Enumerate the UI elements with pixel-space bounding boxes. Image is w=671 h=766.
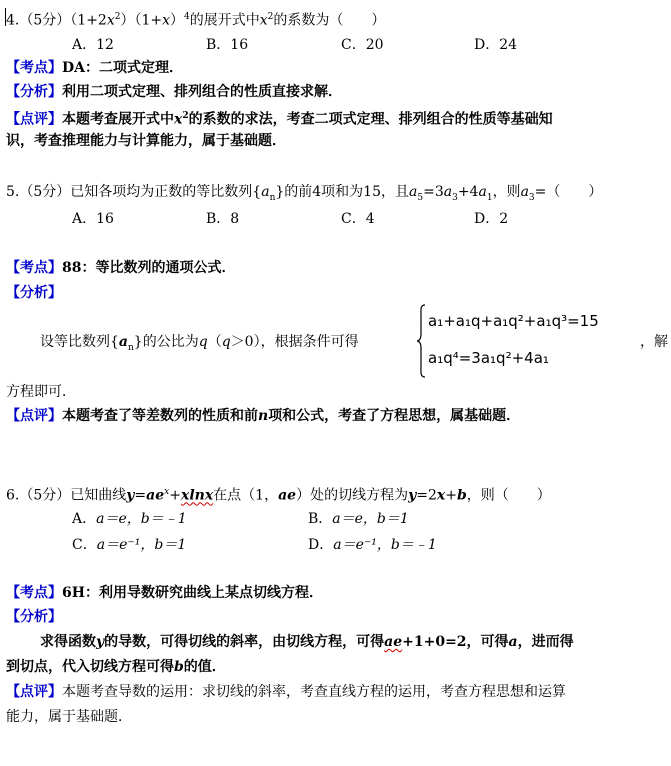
q6-text: ，则（ ） — [466, 487, 551, 504]
option-value: 12 — [96, 37, 114, 53]
q5-sub: 1 — [486, 192, 493, 203]
fenxi-tag: 【分析】 — [6, 285, 62, 301]
q6-text: 在点（1， — [213, 487, 279, 504]
fenxi-text: ，进而得 — [517, 634, 574, 650]
q5-option-b[interactable] — [206, 209, 239, 229]
q4-number: 4. — [6, 12, 20, 29]
q6-fenxi-cont — [6, 657, 226, 677]
equation-2: a₁q⁴=3a₁q²+4a₁ — [428, 349, 549, 367]
q4-option-d[interactable] — [474, 35, 517, 55]
q6-stem — [6, 482, 551, 506]
option-value: a＝e⁻¹，b＝﹣1 — [333, 537, 437, 553]
q4-text: 的展开式中 — [189, 12, 260, 29]
q5-score: （5分） — [19, 184, 71, 200]
option-value: a＝e⁻¹，b＝1 — [96, 537, 187, 553]
kaodian-text: 88：等比数列的通项公式． — [62, 260, 236, 276]
fenxi-text: ＞0），根据条件可得 — [230, 334, 359, 350]
fenxi-tag: 【分析】 — [6, 609, 62, 625]
q4-expr: ） — [170, 12, 185, 29]
dianping-tag: 【点评】 — [6, 408, 62, 424]
option-label: C． — [341, 37, 366, 53]
q5-var: a — [443, 184, 453, 200]
q5-dianping — [6, 406, 520, 426]
q6-var: e — [155, 487, 165, 504]
option-value: 16 — [230, 37, 249, 53]
q5-text: 已知各项均为正数的等比数列{ — [70, 184, 262, 200]
option-value: 2 — [499, 211, 509, 227]
q6-dianping — [6, 682, 566, 702]
dianping-text: 本题考查展开式中 — [62, 111, 174, 128]
option-value: 24 — [499, 37, 518, 53]
q4-var: x — [259, 12, 268, 29]
q6-option-a[interactable] — [72, 509, 187, 529]
q5-var: a — [520, 184, 529, 200]
option-value: a＝e，b＝﹣1 — [96, 511, 187, 527]
q6-fenxi — [6, 607, 62, 627]
dianping-text: 识，考查推理能力与计算能力，属于基础题． — [6, 133, 286, 149]
q4-var: x — [162, 12, 171, 29]
fenxi-var: q — [221, 334, 231, 350]
q5-stem — [6, 182, 602, 208]
q6-option-c[interactable] — [72, 535, 186, 555]
dianping-text: 本题考查了等差数列的性质和前 — [62, 408, 258, 424]
fenxi-sub: n — [128, 342, 134, 353]
q5-var: a — [478, 184, 487, 200]
dianping-var: x — [174, 111, 183, 128]
fenxi-var: a — [118, 334, 128, 350]
option-label: C． — [341, 211, 366, 227]
kaodian-text: DA：二项式定理． — [62, 60, 184, 76]
q5-sub: 3 — [452, 192, 458, 203]
q6-dianping-cont — [6, 707, 132, 727]
q6-var: y — [408, 487, 417, 504]
q5-text: }的前4项和为15，且 — [275, 184, 409, 200]
dianping-tag: 【点评】 — [6, 111, 62, 128]
q6-number: 6. — [6, 487, 20, 504]
q5-text: =（ ） — [534, 184, 603, 200]
kaodian-tag: 【考点】 — [6, 260, 62, 276]
q6-fenxi-body — [40, 632, 574, 652]
kaodian-text: 6H：利用导数研究曲线上某点切线方程． — [62, 585, 323, 601]
fenxi-text: 求得函数 — [40, 634, 96, 650]
q5-var: a — [409, 184, 418, 200]
fenxi-text: 利用二项式定理、排列组合的性质直接求解． — [62, 84, 342, 100]
q6-var: a — [146, 487, 156, 504]
q5-number: 5. — [6, 184, 20, 200]
dianping-text: 项和公式，考查了方程思想，属基础题． — [268, 408, 521, 424]
fenxi-tag: 【分析】 — [6, 84, 62, 100]
q4-exp: 2 — [114, 12, 121, 22]
q6-text: ）处的切线方程为 — [296, 487, 409, 504]
q5-option-c[interactable] — [341, 209, 375, 229]
fenxi-text: 的导数，可得切线的斜率，由切线方程，可得 — [104, 634, 385, 650]
dianping-text: 本题考查导数的运用：求切线的斜率，考查直线方程的运用，考查方程思想和运算 — [62, 684, 566, 700]
kaodian-tag: 【考点】 — [6, 60, 62, 76]
fenxi-text: 设等比数列{ — [40, 334, 119, 350]
option-label: B． — [206, 37, 231, 53]
q5-text: =3 — [423, 184, 444, 200]
fenxi-var: y — [96, 634, 105, 650]
option-label: A． — [72, 211, 97, 227]
fenxi-text: }的公比为 — [133, 334, 199, 350]
q6-text: = — [134, 487, 147, 504]
q4-dianping-cont — [6, 131, 286, 151]
q5-text: +4 — [457, 184, 479, 200]
q5-text: ，则 — [492, 184, 521, 200]
dianping-tag: 【点评】 — [6, 684, 62, 700]
fenxi-var: ae — [384, 634, 403, 650]
q6-kaodian — [6, 583, 323, 603]
option-label: C． — [72, 537, 97, 553]
q6-var: xlnx — [180, 487, 214, 504]
equation-1: a₁+a₁q+a₁q²+a₁q³=15 — [428, 312, 599, 330]
q6-var: y — [126, 487, 135, 504]
q5-kaodian — [6, 258, 235, 278]
option-value: 16 — [96, 211, 114, 227]
option-label: D． — [308, 537, 334, 553]
q4-option-a[interactable] — [72, 35, 114, 55]
fenxi-var: q — [198, 334, 208, 350]
q5-sub: n — [269, 192, 276, 203]
option-label: B． — [308, 511, 333, 527]
q5-sub: 5 — [417, 192, 424, 203]
q4-expr: ）（1+ — [120, 12, 163, 29]
option-label: B． — [206, 211, 231, 227]
option-label: A． — [72, 37, 97, 53]
q4-option-b[interactable] — [206, 35, 248, 55]
q6-var: ae — [278, 487, 297, 504]
fenxi-var: b — [174, 659, 184, 675]
q5-option-d[interactable] — [474, 209, 508, 229]
option-label: D． — [474, 211, 500, 227]
q6-text: 已知曲线 — [70, 487, 127, 504]
q5-fenxi-end: 方程即可． — [6, 384, 76, 400]
q6-option-b[interactable] — [308, 509, 409, 529]
q4-var: x — [106, 12, 115, 29]
dianping-text: 的系数的求法，考查二项式定理、排列组合的性质等基础知 — [188, 111, 553, 128]
q4-stem — [6, 7, 385, 31]
equation-system — [416, 304, 636, 380]
fenxi-text: +1+0=2，可得 — [402, 634, 509, 650]
option-value: 4 — [365, 211, 375, 227]
fenxi-text: 的值． — [183, 659, 226, 675]
q4-kaodian — [6, 58, 183, 78]
kaodian-tag: 【考点】 — [6, 585, 62, 601]
q6-var: x — [436, 487, 446, 504]
fenxi-text: （ — [207, 334, 222, 350]
q4-exp: 2 — [267, 12, 274, 22]
fenxi-var: a — [508, 634, 518, 650]
dianping-exp: 2 — [182, 111, 189, 121]
q4-text: 的系数为（ ） — [273, 12, 386, 29]
q5-option-a[interactable] — [72, 209, 114, 229]
q6-text: + — [445, 487, 457, 504]
q4-score: （5分） — [19, 12, 71, 29]
q5-fenxi-body — [40, 332, 359, 358]
q6-text: =2 — [416, 487, 437, 504]
q4-fenxi — [6, 82, 342, 102]
q5-var: a — [261, 184, 270, 200]
option-label: D． — [474, 37, 500, 53]
option-label: A． — [72, 511, 97, 527]
q5-fenxi-tail: ，解 — [640, 334, 668, 350]
q6-var: b — [456, 487, 467, 504]
q4-option-c[interactable] — [341, 35, 384, 55]
q4-dianping — [6, 106, 553, 130]
left-brace-icon — [416, 304, 426, 378]
q6-exp: x — [164, 487, 170, 497]
q6-option-d[interactable] — [308, 535, 437, 555]
option-value: 20 — [365, 37, 384, 53]
q6-score: （5分） — [19, 487, 71, 504]
option-value: 8 — [230, 211, 240, 227]
q4-expr: （1+2 — [70, 12, 107, 29]
q5-fenxi — [6, 283, 62, 303]
dianping-var: n — [258, 408, 269, 424]
option-value: a＝e，b＝1 — [332, 511, 409, 527]
q4-exp: 4 — [184, 12, 190, 22]
q5-sub: 3 — [528, 192, 535, 203]
dianping-text: 能力，属于基础题． — [6, 709, 132, 725]
q6-text: + — [169, 487, 181, 504]
fenxi-text: 到切点，代入切线方程可得 — [6, 659, 174, 675]
